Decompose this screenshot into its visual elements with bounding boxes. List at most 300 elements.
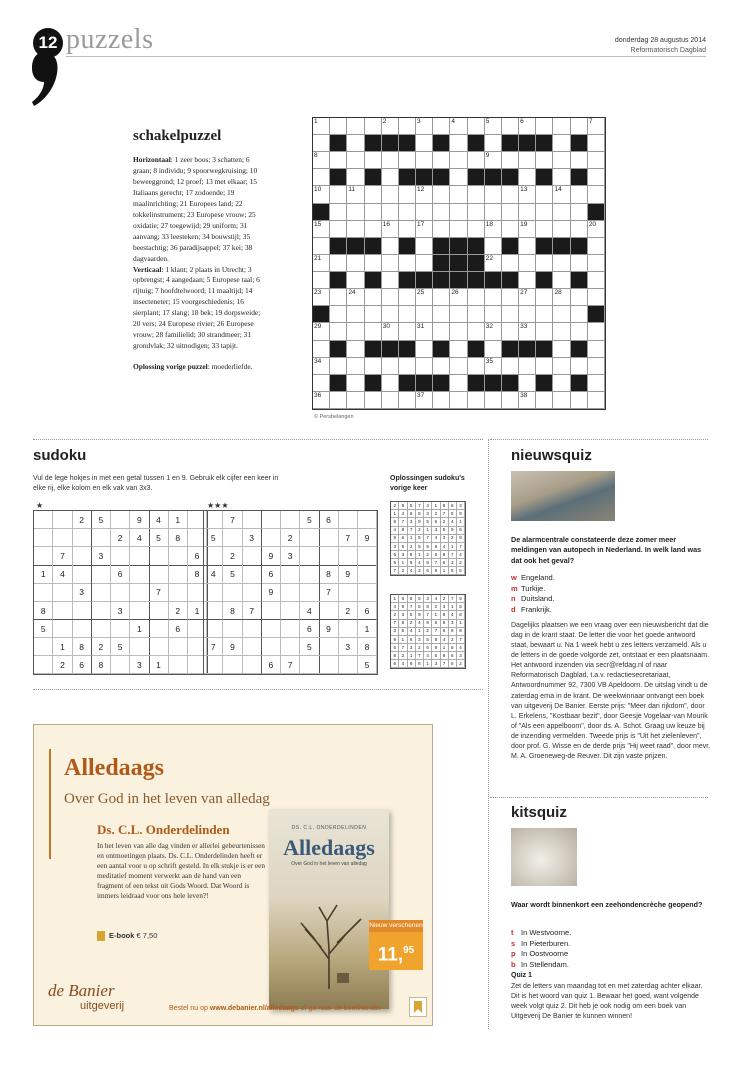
- solution-cell: 1: [416, 627, 424, 635]
- solution-cell: 6: [416, 543, 424, 551]
- sudoku-cell[interactable]: [53, 529, 72, 547]
- sudoku-cell[interactable]: [72, 565, 91, 583]
- sudoku-cell[interactable]: [149, 547, 168, 565]
- sudoku-cell[interactable]: [300, 529, 319, 547]
- sudoku-cell[interactable]: [149, 565, 168, 583]
- sudoku-cell[interactable]: [319, 529, 338, 547]
- divider: [490, 797, 708, 798]
- solution-cell: 8: [432, 543, 440, 551]
- easy-rating: ★: [36, 501, 44, 510]
- crossword-cell: [330, 323, 347, 340]
- crossword-cell: [433, 118, 450, 135]
- kitsquiz-rules: Zet de letters van maandag tot en met zaterdag achter elkaar. Dit is het woord van quiz 1. Bewaar het goed, want volgende week volgt quiz 2. Dit heb je ook nodig om een boek van Uitgeverij De Banier te kunnen winnen!: [511, 983, 703, 1021]
- sudoku-cell[interactable]: [34, 656, 53, 674]
- crossword-cell: [382, 204, 399, 221]
- sudoku-cell[interactable]: [319, 638, 338, 656]
- crossword-cell: [571, 152, 588, 169]
- solution-cell: 6: [399, 534, 407, 542]
- solution-cell: 1: [432, 502, 440, 510]
- solution-cell: 3: [407, 518, 415, 526]
- sudoku-cell[interactable]: [53, 583, 72, 601]
- sudoku-cell[interactable]: [130, 547, 149, 565]
- crossword-cell: [433, 375, 450, 392]
- sudoku-cell[interactable]: [34, 529, 53, 547]
- crossword-cell: [330, 375, 347, 392]
- sudoku-cell[interactable]: [169, 547, 188, 565]
- clue-number: 11: [348, 186, 356, 194]
- sudoku-cell[interactable]: [130, 583, 149, 601]
- sudoku-cell: 3: [72, 583, 91, 601]
- crossword-cell: [347, 169, 364, 186]
- clue-number: 35: [485, 357, 493, 365]
- clue-number: 18: [485, 220, 493, 228]
- sudoku-cell: 5: [358, 656, 377, 674]
- sudoku-cell: 9: [130, 511, 149, 529]
- solution-cell: 1: [440, 567, 448, 575]
- crossword-cell: [468, 255, 485, 272]
- nieuwsquiz-options: [511, 573, 711, 615]
- solution-cell: 9: [440, 652, 448, 660]
- sudoku-cell[interactable]: [169, 656, 188, 674]
- crossword-cell: [536, 289, 553, 306]
- solution-cell: 2: [407, 619, 415, 627]
- solution-cell: 6: [416, 603, 424, 611]
- sudoku-cell[interactable]: [204, 547, 223, 565]
- crossword-cell: [365, 186, 382, 203]
- crossword-cell: [588, 358, 605, 375]
- solution-cell: 9: [424, 543, 432, 551]
- sudoku-cell[interactable]: [130, 638, 149, 656]
- crossword-cell: [485, 255, 502, 272]
- sudoku-cell[interactable]: [111, 656, 130, 674]
- header-date: donderdag 28 augustus 2014: [614, 37, 706, 44]
- previous-solution-label: Oplossing vorige puzzel: [133, 362, 208, 372]
- book-cover-subtitle: Over God in het leven van alledag: [291, 861, 367, 867]
- sudoku-cell[interactable]: [339, 656, 358, 674]
- crossword-cell: [313, 272, 330, 289]
- sudoku-cell[interactable]: [34, 583, 53, 601]
- sudoku-cell[interactable]: [72, 602, 91, 620]
- sudoku-cell[interactable]: [53, 602, 72, 620]
- order-link[interactable]: www.debanier.nl/alledaags: [209, 1005, 299, 1012]
- solution-cell: 8: [432, 636, 440, 644]
- solution-cell: 8: [399, 619, 407, 627]
- crossword-cell: [450, 118, 467, 135]
- sudoku-cell[interactable]: [72, 547, 91, 565]
- crossword-cell: [313, 135, 330, 152]
- crossword-cell: [571, 289, 588, 306]
- option-item: b In Stellendam.: [511, 959, 569, 969]
- crossword-cell: [433, 323, 450, 340]
- nieuwsquiz-rules: Dagelijks plaatsen we een vraag over een nieuwsbericht dat die dag in de krant staat. De letter die voor het goede antwoord staat, bewaart u. Na 1 week hebt u zes letters verzameld. Als u de letters in de goede volgorde zet, ontstaat er een plaatsnaam. Het antwoord inzenden via secr@refdag.nl of naar Reformatorisch Dagblad, t.a.v. redactiesecretariaat, Antwoordnummer 92, 7300 VB Apeldoorn. De uitslag vindt u de zaterdag erna in de krant. De weekwinnaar ontvangt een boek van uitgeverij De Banier. Eerste prijs: "Meer dan rijkdom", door L. Erkelens, "Kostbaar bezit", door Geesje Vogelaar-van Mourik of "Als een appelboom", door ds. A. Schot. Graag uw keuze bij de inzending vermelden. Tweede prijs is "Uit het zielenleven", door prof. G. Wisse en de derde prijs "Hij weet raad", door mevr. M. A. Groeneweg-de Reuver. Dit zijn vaste prijzen.: [511, 622, 711, 761]
- crossword-cell: [553, 392, 570, 409]
- solution-cell: 7: [440, 660, 448, 668]
- crossword-cell: [382, 152, 399, 169]
- clue-number: 21: [314, 254, 322, 262]
- solution-cell: 7: [449, 551, 457, 559]
- sudoku-cell[interactable]: [204, 583, 223, 601]
- sudoku-cell[interactable]: [319, 656, 338, 674]
- crossword-cell: [536, 272, 553, 289]
- sudoku-cell: 2: [53, 656, 72, 674]
- crossword-cell: [502, 186, 519, 203]
- crossword-cell: [382, 272, 399, 289]
- crossword-cell: [399, 289, 416, 306]
- sudoku-cell[interactable]: [262, 602, 281, 620]
- solution-cell: 9: [399, 603, 407, 611]
- sudoku-cell[interactable]: [339, 620, 358, 638]
- sudoku-cell: 9: [319, 620, 338, 638]
- price-badge: 11,95: [369, 932, 423, 970]
- sudoku-cell[interactable]: [262, 620, 281, 638]
- sudoku-cell[interactable]: [242, 511, 261, 529]
- solution-cell: 8: [391, 652, 399, 660]
- solution-cell: 1: [440, 644, 448, 652]
- sudoku-cell: 5: [300, 511, 319, 529]
- crossword-cell: [313, 306, 330, 323]
- book-cover-author: DS. C.L. ONDERDELINDEN: [291, 825, 367, 831]
- crossword-cell: [588, 323, 605, 340]
- crossword-cell: [485, 341, 502, 358]
- crossword-cell: [468, 152, 485, 169]
- crossword-cell: [399, 238, 416, 255]
- solution-cell: 9: [391, 636, 399, 644]
- sudoku-cell[interactable]: [281, 583, 300, 601]
- sudoku-cell[interactable]: [358, 547, 377, 565]
- sudoku-cell[interactable]: [223, 620, 242, 638]
- sudoku-cell[interactable]: [34, 638, 53, 656]
- sudoku-cell[interactable]: [358, 583, 377, 601]
- crossword-cell: [450, 204, 467, 221]
- sudoku-cell[interactable]: [111, 583, 130, 601]
- solution-cell: 6: [424, 567, 432, 575]
- solution-cell: 3: [432, 660, 440, 668]
- sudoku-cell[interactable]: [242, 638, 261, 656]
- sudoku-cell[interactable]: [53, 620, 72, 638]
- solution-cell: 9: [399, 502, 407, 510]
- sudoku-cell[interactable]: [53, 511, 72, 529]
- sudoku-cell: 2: [223, 547, 242, 565]
- sudoku-cell[interactable]: [169, 638, 188, 656]
- sudoku-cell[interactable]: [358, 565, 377, 583]
- crossword-cell: [365, 238, 382, 255]
- quiz-label: Quiz 1: [511, 972, 533, 979]
- sudoku-cell[interactable]: [92, 620, 111, 638]
- solution-cell: 4: [432, 595, 440, 603]
- clue-number: 2: [382, 118, 387, 125]
- sudoku-cell[interactable]: [358, 511, 377, 529]
- sudoku-cell[interactable]: [204, 656, 223, 674]
- crossword-cell: [450, 375, 467, 392]
- clue-number: 14: [554, 186, 562, 194]
- crossword-cell: [365, 204, 382, 221]
- sudoku-cell[interactable]: [223, 656, 242, 674]
- crossword-cell: [519, 306, 536, 323]
- sudoku-cell[interactable]: [242, 620, 261, 638]
- sudoku-cell[interactable]: [34, 511, 53, 529]
- crossword-cell: [502, 221, 519, 238]
- solution-cell: 1: [407, 652, 415, 660]
- ad-description: In het leven van alle dag vinden er allerlei gebeurtenissen en ontmoetingen plaats. Ds. C.L. Onderdelinden heeft er een aantal voor u op schrift gesteld. In elk stukje is er een meditatief moment verwerkt aan de hand van een fragment of een tekst uit Gods Woord. Dat Woord is immers leidraad voor ons hele leven?!: [97, 841, 265, 901]
- crossword-cell: [588, 392, 605, 409]
- crossword-cell: [502, 306, 519, 323]
- crossword-cell: [588, 272, 605, 289]
- crossword-cell: [347, 221, 364, 238]
- sudoku-cell[interactable]: [92, 565, 111, 583]
- crossword-cell: [571, 306, 588, 323]
- sudoku-cell[interactable]: [169, 583, 188, 601]
- crossword-cell: [330, 255, 347, 272]
- crossword-cell: [485, 358, 502, 375]
- crossword-cell: [450, 221, 467, 238]
- sudoku-cell: 7: [204, 638, 223, 656]
- crossword-cell: [571, 238, 588, 255]
- crossword-cell: [519, 272, 536, 289]
- sudoku-cell[interactable]: [149, 602, 168, 620]
- sudoku-cell[interactable]: [262, 529, 281, 547]
- crossword-cell: [468, 221, 485, 238]
- sudoku-cell[interactable]: [223, 583, 242, 601]
- crossword-cell: [399, 169, 416, 186]
- sudoku-cell[interactable]: [300, 565, 319, 583]
- clue-number: 37: [417, 391, 425, 399]
- sudoku-cell[interactable]: [72, 529, 91, 547]
- solution-cell: 4: [449, 611, 457, 619]
- crossword-cell: [571, 323, 588, 340]
- crossword-cell: [416, 204, 433, 221]
- crossword-cell: [450, 358, 467, 375]
- solution-cell: 7: [407, 603, 415, 611]
- sudoku-cell[interactable]: [242, 565, 261, 583]
- crossword-cell: [382, 306, 399, 323]
- crossword-cell: [519, 135, 536, 152]
- clue-number: 10: [314, 186, 322, 194]
- solution-cell: 3: [424, 510, 432, 518]
- sudoku-cell[interactable]: [242, 583, 261, 601]
- sudoku-cell[interactable]: [204, 620, 223, 638]
- kitsquiz-options: [511, 928, 711, 970]
- clue-number: 5: [485, 118, 490, 125]
- crossword-cell: [553, 358, 570, 375]
- solution-cell: 8: [440, 502, 448, 510]
- crossword-cell: [553, 152, 570, 169]
- crossword-cell: [588, 341, 605, 358]
- crossword-cell: [553, 221, 570, 238]
- crossword-cell: [382, 186, 399, 203]
- sudoku-cell[interactable]: [281, 638, 300, 656]
- crossword-cell: [468, 289, 485, 306]
- sudoku-cell[interactable]: [223, 529, 242, 547]
- solution-cell: 6: [432, 518, 440, 526]
- sudoku-cell: 7: [223, 511, 242, 529]
- sudoku-cell[interactable]: [204, 511, 223, 529]
- solution-cell: 6: [391, 660, 399, 668]
- crossword-cell: [468, 204, 485, 221]
- sudoku-cell[interactable]: [111, 547, 130, 565]
- solution-cell: 8: [457, 627, 465, 635]
- sudoku-cell[interactable]: [92, 602, 111, 620]
- solution-cell: 3: [391, 627, 399, 635]
- sudoku-cell[interactable]: [111, 620, 130, 638]
- crossword-cell: [416, 323, 433, 340]
- sudoku-cell[interactable]: [300, 656, 319, 674]
- solution-cell: 5: [457, 603, 465, 611]
- clue-number: 38: [520, 391, 528, 399]
- crossword-cell: [553, 272, 570, 289]
- crossword-cell: [571, 341, 588, 358]
- sudoku-cell: 2: [281, 529, 300, 547]
- crossword-cell: [399, 135, 416, 152]
- sudoku-cell: 2: [72, 511, 91, 529]
- ebook-icon: [97, 931, 105, 941]
- crossword-cell: [588, 375, 605, 392]
- sudoku-cell[interactable]: [319, 547, 338, 565]
- kitsquiz-photo: [511, 828, 577, 886]
- sudoku-cell[interactable]: [130, 602, 149, 620]
- crossword-cell: [519, 358, 536, 375]
- crossword-cell: [313, 323, 330, 340]
- column-divider: [488, 439, 489, 1029]
- crossword-cell: [399, 341, 416, 358]
- crossword-cell: [450, 392, 467, 409]
- sudoku-cell[interactable]: [281, 602, 300, 620]
- sudoku-cell[interactable]: [319, 602, 338, 620]
- crossword-cell: [313, 255, 330, 272]
- solution-cell: 1: [424, 660, 432, 668]
- sudoku-cell[interactable]: [149, 620, 168, 638]
- sudoku-cell: 3: [92, 547, 111, 565]
- crossword-cell: [365, 272, 382, 289]
- sudoku-cell[interactable]: [92, 529, 111, 547]
- crossword-cell: [399, 255, 416, 272]
- crossword-cell: [347, 392, 364, 409]
- crossword-cell: [553, 375, 570, 392]
- sudoku-cell: 6: [300, 620, 319, 638]
- schakelpuzzel-clues: [133, 155, 263, 383]
- solution-cell: 4: [457, 551, 465, 559]
- solution-cell: 4: [399, 510, 407, 518]
- sudoku-cell[interactable]: [339, 583, 358, 601]
- crossword-cell: [416, 186, 433, 203]
- sudoku-cell[interactable]: [92, 583, 111, 601]
- crossword-cell: [416, 118, 433, 135]
- sudoku-cell: 4: [204, 565, 223, 583]
- sudoku-cell: 2: [169, 602, 188, 620]
- solution-cell: 8: [457, 534, 465, 542]
- sudoku-cell[interactable]: [281, 565, 300, 583]
- solution-cell: 4: [399, 660, 407, 668]
- ebook-price: E-book € 7,50: [97, 931, 157, 941]
- crossword-cell: [416, 255, 433, 272]
- crossword-cell: [485, 238, 502, 255]
- clue-number: 36: [314, 391, 322, 399]
- ad-title: Alledaags: [64, 755, 165, 781]
- sudoku-cell[interactable]: [281, 620, 300, 638]
- sudoku-cell[interactable]: [281, 511, 300, 529]
- solution-cell: 5: [399, 627, 407, 635]
- clue-number: 23: [314, 289, 322, 297]
- sudoku-cell: 7: [53, 547, 72, 565]
- solution-cell: 8: [416, 510, 424, 518]
- sudoku-cell[interactable]: [339, 547, 358, 565]
- solution-cell: 9: [407, 660, 415, 668]
- sudoku-cell[interactable]: [242, 656, 261, 674]
- sudoku-cell[interactable]: [130, 565, 149, 583]
- book-advertisement[interactable]: [33, 724, 433, 1026]
- clue-number: 27: [520, 289, 528, 297]
- solution-cell: 9: [432, 644, 440, 652]
- crossword-cell: [519, 169, 536, 186]
- sudoku-cell[interactable]: [111, 511, 130, 529]
- sudoku-cell: 6: [319, 511, 338, 529]
- solution-cell: 2: [440, 518, 448, 526]
- sudoku-cell[interactable]: [34, 547, 53, 565]
- sudoku-cell[interactable]: [300, 547, 319, 565]
- crossword-cell: [450, 306, 467, 323]
- crossword-cell: [399, 152, 416, 169]
- solution-cell: 9: [449, 526, 457, 534]
- crossword-cell: [536, 255, 553, 272]
- sudoku-cell[interactable]: [204, 602, 223, 620]
- solution-cell: 5: [440, 526, 448, 534]
- crossword-cell: [536, 358, 553, 375]
- solution-cell: 7: [416, 502, 424, 510]
- crossword-cell: [330, 221, 347, 238]
- sudoku-cell[interactable]: [242, 547, 261, 565]
- page-header: [0, 0, 738, 110]
- sudoku-cell: 5: [34, 620, 53, 638]
- sudoku-cell: 8: [92, 656, 111, 674]
- crossword-cell: [519, 255, 536, 272]
- clue-number: 20: [588, 220, 597, 228]
- sudoku-cell[interactable]: [169, 565, 188, 583]
- solution-cell: 8: [399, 526, 407, 534]
- solution-cell: 4: [424, 652, 432, 660]
- crossword-cell: [433, 289, 450, 306]
- clue-number: 16: [382, 220, 390, 228]
- crossword-cell: [468, 238, 485, 255]
- solution-cell: 5: [416, 595, 424, 603]
- sudoku-cell[interactable]: [262, 638, 281, 656]
- crossword-cell: [536, 375, 553, 392]
- sudoku-cell[interactable]: [72, 620, 91, 638]
- page-number: 12: [33, 28, 63, 58]
- solution-cell: 8: [391, 518, 399, 526]
- crossword-cell: [382, 358, 399, 375]
- crossword-cell: [382, 392, 399, 409]
- crossword-cell: [485, 375, 502, 392]
- crossword-cell: [313, 375, 330, 392]
- clue-number: 17: [417, 220, 425, 228]
- crossword-cell: [365, 135, 382, 152]
- solution-cell: 4: [424, 502, 432, 510]
- crossword-cell: [382, 169, 399, 186]
- crossword-cell: [399, 358, 416, 375]
- sudoku-cell[interactable]: [300, 583, 319, 601]
- crossword-cell: [433, 392, 450, 409]
- clue-number: 4: [451, 118, 456, 125]
- divider: [33, 439, 483, 440]
- accent-bar: [49, 749, 51, 859]
- solution-cell: 4: [407, 627, 415, 635]
- crossword-cell: [519, 341, 536, 358]
- crossword-cell: [536, 186, 553, 203]
- crossword-cell: [450, 255, 467, 272]
- sudoku-cell[interactable]: [339, 511, 358, 529]
- crossword-cell: [468, 272, 485, 289]
- sudoku-cell[interactable]: [262, 511, 281, 529]
- sudoku-cell[interactable]: [149, 638, 168, 656]
